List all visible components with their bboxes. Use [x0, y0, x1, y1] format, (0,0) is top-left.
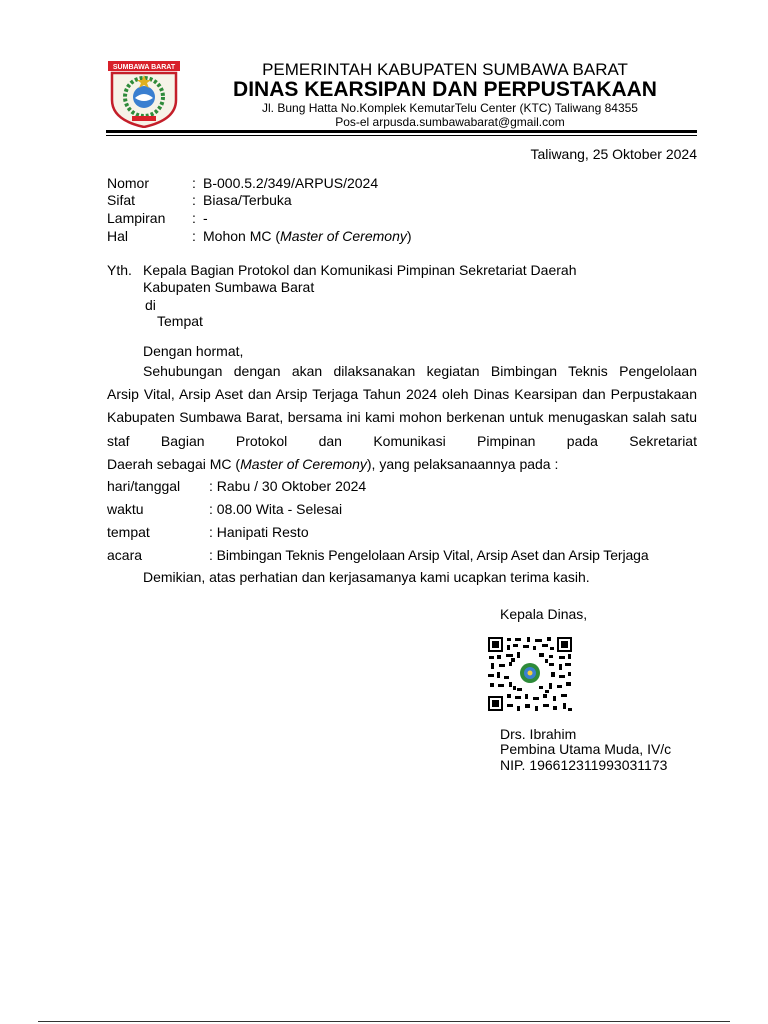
- addressee-line4: Tempat: [157, 313, 203, 329]
- addressee-line3: di: [145, 297, 156, 313]
- event-label-date: hari/tanggal: [107, 478, 181, 494]
- letterhead-address: Jl. Bung Hatta No.Komplek KemutarTelu Center (KTC) Taliwang 84355: [262, 101, 638, 115]
- qr-code-signature: [487, 636, 573, 712]
- hal-italic: Master of Ceremony: [280, 228, 407, 244]
- meta-sep-lampiran: :: [192, 210, 196, 226]
- meta-value-hal: [203, 228, 412, 244]
- closing-sentence: Demikian, atas perhatian dan kerjasamanya kami ucapkan terima kasih.: [143, 569, 590, 585]
- hal-pre: Mohon MC (: [203, 228, 281, 244]
- letterhead-government: PEMERINTAH KABUPATEN SUMBAWA BARAT: [262, 60, 628, 79]
- signatory-nip: NIP. 196612311993031173: [500, 757, 668, 773]
- letterhead-email: Pos-el arpusda.sumbawabarat@gmail.com: [335, 115, 565, 129]
- letter-date: Taliwang, 25 Oktober 2024: [530, 146, 697, 162]
- body-last-pre: Daerah sebagai MC (: [107, 455, 241, 472]
- event-value-place: : Hanipati Resto: [209, 524, 309, 540]
- addressee-line2: Kabupaten Sumbawa Barat: [143, 279, 315, 295]
- addressee-line1: Kepala Bagian Protokol dan Komunikasi Pimpinan Sekretariat Daerah: [143, 262, 577, 278]
- event-label-agenda: acara: [107, 547, 143, 563]
- addressee-prefix: Yth.: [107, 262, 132, 278]
- meta-value-sifat: Biasa/Terbuka: [203, 192, 292, 208]
- event-label-time: waktu: [107, 501, 144, 517]
- event-value-agenda: : Bimbingan Teknis Pengelolaan Arsip Vital, Arsip Aset dan Arsip Terjaga: [209, 547, 649, 563]
- signatory-rank: Pembina Utama Muda, IV/c: [500, 741, 672, 757]
- letterhead-rule-thick: [106, 130, 697, 133]
- body-last-italic: Master of Ceremony: [240, 455, 367, 472]
- letterhead-rule-thin: [106, 135, 697, 136]
- event-value-date: : Rabu / 30 Oktober 2024: [209, 478, 367, 494]
- logo-text: SUMBAWA BARAT: [112, 64, 176, 71]
- meta-sep-sifat: :: [192, 192, 196, 208]
- signature-position: Kepala Dinas,: [500, 606, 588, 622]
- body-first-line: Sehubungan dengan akan dilaksanakan kegiatan Bimbingan Teknis Pengelolaan: [143, 363, 697, 379]
- letterhead-agency: DINAS KEARSIPAN DAN PERPUSTAKAAN: [233, 78, 657, 101]
- meta-label-lampiran: Lampiran: [107, 210, 166, 226]
- meta-sep-hal: :: [192, 228, 196, 244]
- meta-label-sifat: Sifat: [107, 192, 136, 208]
- greeting: Dengan hormat,: [143, 343, 244, 359]
- meta-label-hal: Hal: [107, 228, 129, 244]
- meta-value-lampiran: -: [203, 210, 208, 226]
- meta-sep-nomor: :: [192, 175, 196, 191]
- event-label-place: tempat: [107, 524, 150, 540]
- body-last-line: [107, 453, 697, 476]
- meta-value-nomor: B-000.5.2/349/ARPUS/2024: [203, 175, 379, 191]
- page-bottom-rule: [38, 1021, 730, 1022]
- body-paragraph: [107, 360, 697, 476]
- event-value-time: : 08.00 Wita - Selesai: [209, 501, 343, 517]
- body-last-post: ), yang pelaksanaannya pada :: [366, 455, 559, 472]
- meta-label-nomor: Nomor: [107, 175, 150, 191]
- signatory-name: Drs. Ibrahim: [500, 726, 577, 742]
- regency-logo-emblem: [106, 60, 182, 128]
- hal-post: ): [406, 228, 412, 244]
- body-middle-lines: Arsip Vital, Arsip Aset dan Arsip Terjaga Tahun 2024 oleh Dinas Kearsipan dan Perpustakaan Kabupaten Sumbawa Barat, bersama ini kami mohon berkenan untuk menugaskan salah satu staf Bagian Protokol dan Komunikasi Pimpinan pada Sekretariat: [107, 386, 697, 449]
